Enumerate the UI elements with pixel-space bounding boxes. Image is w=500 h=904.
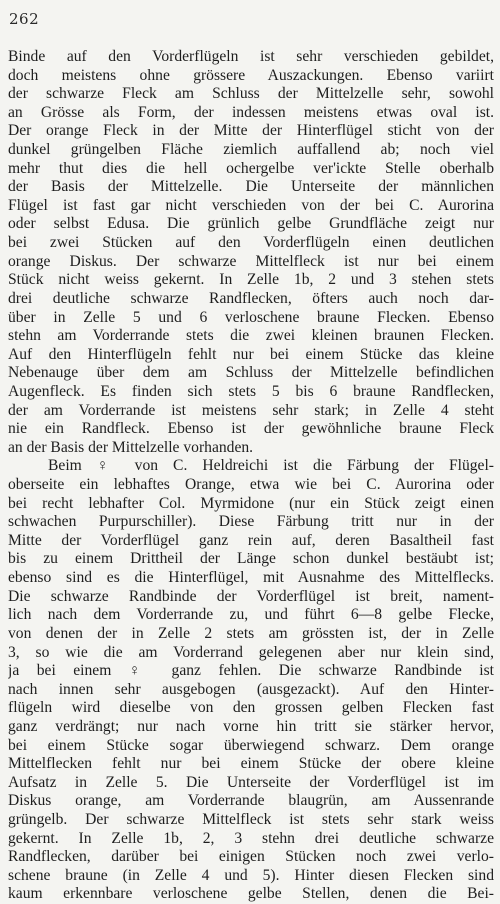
text-line: Diskus orange, am Vorderrande blaugrün, am Aussenrande [8,792,494,810]
paragraph-end-line: an der Basis der Mittelzelle vorhanden. [8,438,254,456]
text-line: nach innen sehr ausgebogen (ausgezackt). Auf den Hinter- [8,680,494,698]
text-line: doch meistens ohne grössere Auszackungen. Ebenso variirt [8,66,494,84]
text-line: Flügel ist fast gar nicht verschieden von der bei C. Aurorina [8,196,494,214]
text-line: grüngelb. Der schwarze Mittelfleck ist stets sehr stark weiss [8,810,494,828]
text-line: oberseite ein lebhaftes Orange, etwa wie bei C. Aurorina oder [8,476,494,494]
text-line: schene braune (in Zelle 4 und 5). Hinter diesen Flecken sind [8,866,494,884]
text-line: der schwarze Fleck am Schluss der Mittelzelle sehr, sowohl [8,85,494,103]
text-line: Binde auf den Vorderflügeln ist sehr verschieden gebildet, [8,48,494,65]
text-line: Randflecken, darüber bei einigen Stücken noch zwei verlo- [8,848,494,866]
text-line: Auf den Hinterflügeln fehlt nur bei einem Stücke das kleine [8,345,494,363]
text-line: gekernt. In Zelle 1b, 2, 3 stehn drei deutliche schwarze [8,829,494,847]
text-line: stehn am Vorderrande stets die zwei kleinen braunen Flecken. [8,327,494,345]
text-line: Die schwarze Randbinde der Vorderflügel ist breit, nament- [8,587,494,605]
text-line: ebenso sind es die Hinterflügel, mit Ausnahme des Mittelflecks. [8,569,494,587]
text-line: lich nach dem Vorderrande zu, und führt 6—8 gelbe Flecke, [8,606,494,624]
text-line: über in Zelle 5 und 6 verloschene braune Flecken. Ebenso [8,308,494,326]
text-line: Mittelflecken fehlt nur bei einem Stücke der obere kleine [8,755,494,773]
text-line: der Basis der Mittelzelle. Die Unterseite der männlichen [8,178,494,196]
text-line: Aufsatz in Zelle 5. Die Unterseite der Vorderflügel ist im [8,773,494,791]
text-line: Nebenauge über dem am Schluss der Mittelzelle befindlichen [8,364,494,382]
text-line: mehr thut dies die hell ochergelbe ver'ickte Stelle oberhalb [8,159,494,177]
text-line: Augenfleck. Es finden sich stets 5 bis 6 braune Randflecken, [8,382,494,400]
text-line: flügeln wird dieselbe von den grossen gelben Flecken fast [8,699,494,717]
text-line: bei zwei Stücken auf den Vorderflügeln einen deutlichen [8,234,494,252]
body-text [8,48,494,904]
text-line: schwachen Purpurschiller). Diese Färbung tritt nur in der [8,513,494,531]
text-line: von denen der in Zelle 2 stets am grössten ist, der in Zelle [8,624,494,642]
text-line: kaum erkennbare verloschene gelbe Stellen, denen die Bei- [8,885,494,903]
text-line: drei deutliche schwarze Randflecken, öfters auch noch dar- [8,289,494,307]
text-line: bis zu einem Drittheil der Länge schon dunkel bestäubt ist; [8,550,494,568]
text-line: bei einem Stücke sogar überwiegend schwarz. Dem orange [8,736,494,754]
text-line: orange Diskus. Der schwarze Mittelfleck ist nur bei einem [8,252,494,270]
text-line: Mitte der Vorderflügel ganz rein auf, deren Basaltheil fast [8,531,494,549]
page-number: 262 [9,10,40,28]
text-line: oder selbst Edusa. Die grünlich gelbe Grundfläche zeigt nur [8,215,494,233]
text-line: bei recht lebhafter Col. Myrmidone (nur ein Stück zeigt einen [8,494,494,512]
text-line: Stück nicht weiss gekernt. In Zelle 1b, 2 und 3 stehen stets [8,271,494,289]
text-line: an Grösse als Form, der indessen meistens etwas oval ist. [8,103,494,121]
text-line: 3, so wie die am Vorderrand gelegenen aber nur klein sind, [8,643,494,661]
text-line: Der orange Fleck in der Mitte der Hinterflügel sticht von der [8,122,494,140]
text-line: ja bei einem ♀ ganz fehlen. Die schwarze Randbinde ist [8,662,494,680]
text-line: nie ein Randfleck. Ebenso ist der gewöhnliche braune Fleck [8,420,494,438]
paragraph-start-line: Beim ♀ von C. Heldreichi ist die Färbung der Flügel- [48,457,494,475]
text-line: der am Vorderrande ist meistens sehr stark; in Zelle 4 steht [8,401,494,419]
text-line: dunkel grüngelben Fläche ziemlich auffallend ab; noch viel [8,141,494,159]
text-line: ganz verdrängt; nur nach vorne hin tritt sie stärker hervor, [8,717,494,735]
